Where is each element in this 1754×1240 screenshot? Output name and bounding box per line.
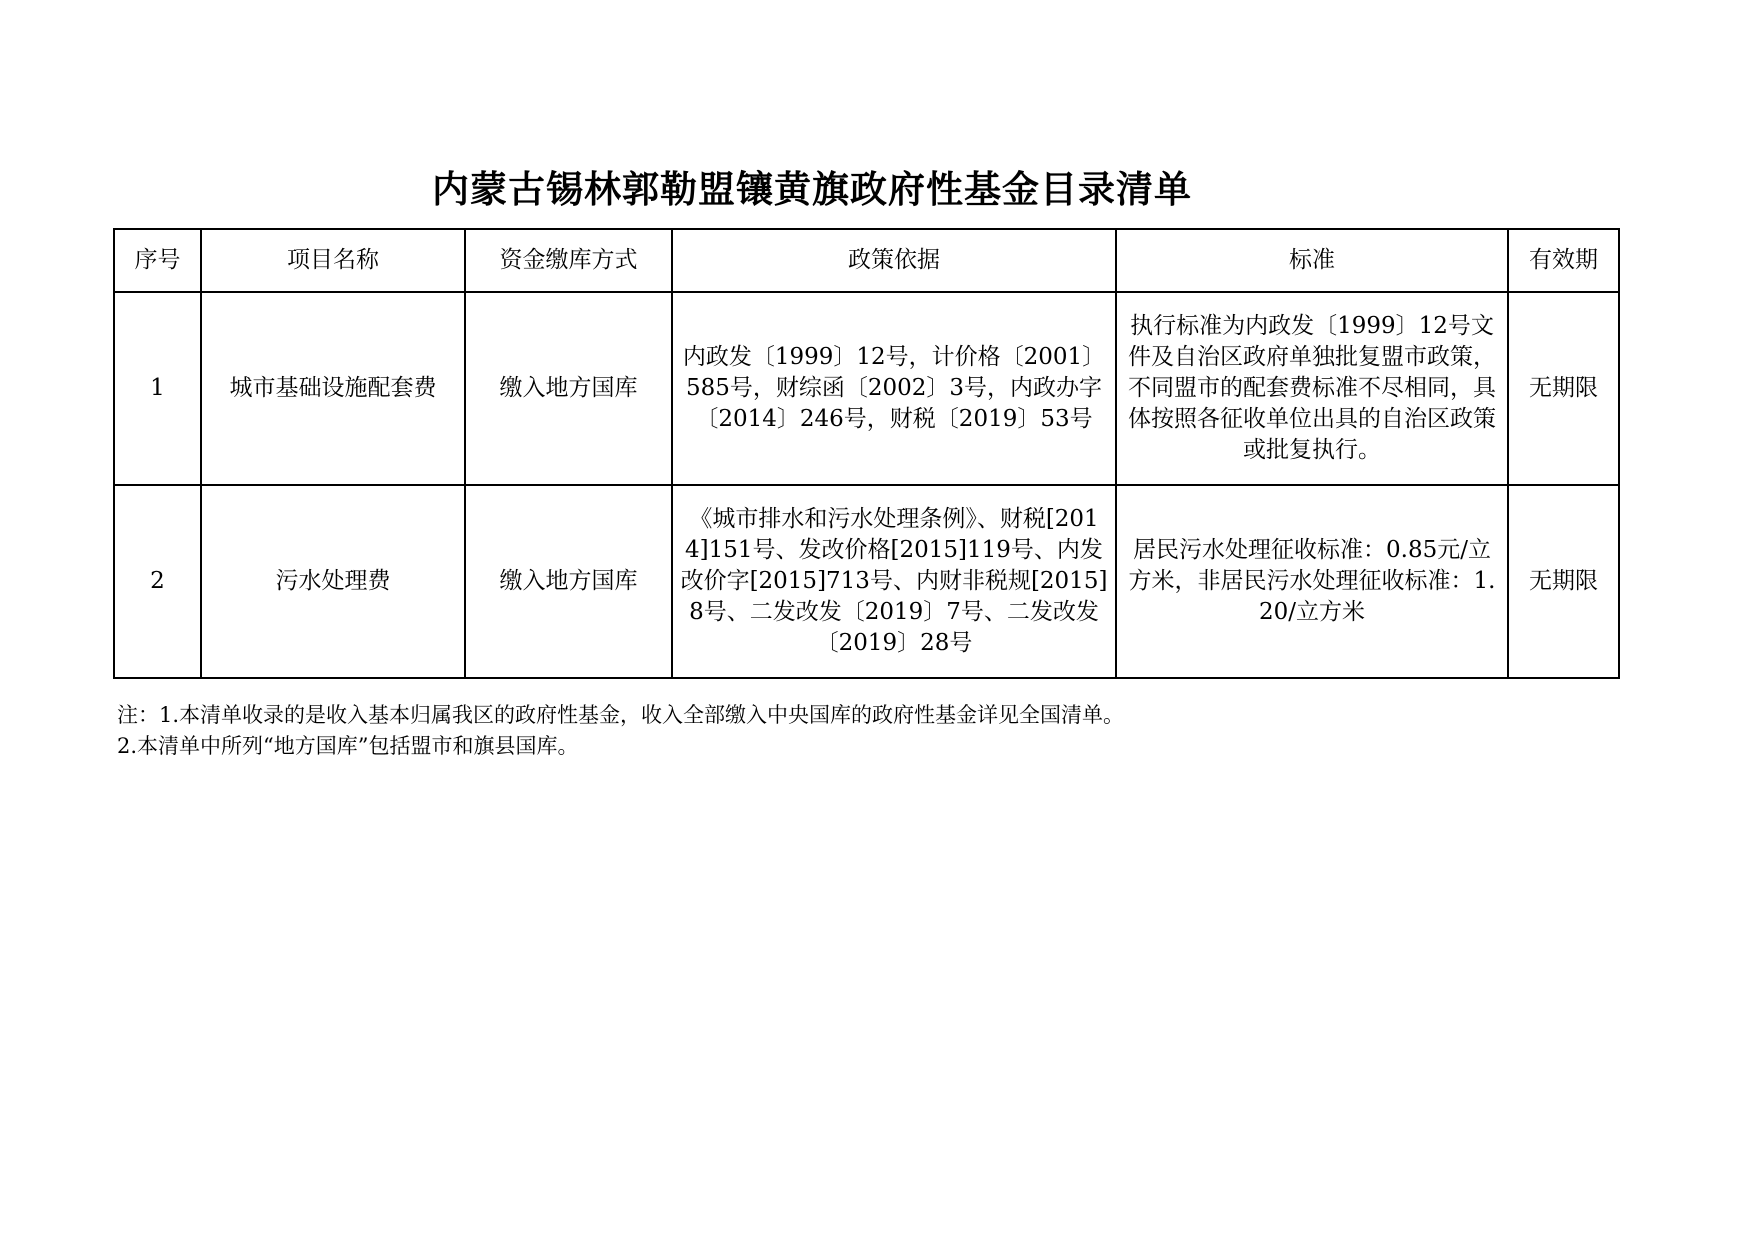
cell-policy-basis: 《城市排水和污水处理条例》、财税[2014]151号、发改价格[2015]119号、内发改价字[2015]713号、内财非税规[2015]8号、二发改发〔2019〕7号、二发改发〔2019〕28号 [672,485,1116,678]
cell-validity: 无期限 [1508,292,1619,485]
cell-standard: 居民污水处理征收标准：0.85元/立方米，非居民污水处理征收标准：1.20/立方米 [1116,485,1508,678]
cell-index: 1 [114,292,201,485]
cell-index: 2 [114,485,201,678]
table-row [114,292,1619,485]
table-row [114,485,1619,678]
document-title: 内蒙古锡林郭勒盟镶黄旗政府性基金目录清单 [432,168,1192,211]
notes-section [117,700,1124,762]
cell-payment-method: 缴入地方国库 [465,485,672,678]
header-validity: 有效期 [1508,229,1619,292]
cell-policy-basis: 内政发〔1999〕12号，计价格〔2001〕585号，财综函〔2002〕3号，内政办字〔2014〕246号，财税〔2019〕53号 [672,292,1116,485]
header-policy-basis: 政策依据 [672,229,1116,292]
note-line-1: 注：1.本清单收录的是收入基本归属我区的政府性基金，收入全部缴入中央国库的政府性基金详见全国清单。 [117,703,1125,727]
cell-project-name: 城市基础设施配套费 [201,292,465,485]
header-index: 序号 [114,229,201,292]
header-payment-method: 资金缴库方式 [465,229,672,292]
cell-payment-method: 缴入地方国库 [465,292,672,485]
note-line-2: 2.本清单中所列“地方国库”包括盟市和旗县国库。 [117,734,579,758]
cell-project-name: 污水处理费 [201,485,465,678]
cell-standard: 执行标准为内政发〔1999〕12号文件及自治区政府单独批复盟市政策，不同盟市的配套费标准不尽相同，具体按照各征收单位出具的自治区政策或批复执行。 [1116,292,1508,485]
cell-validity: 无期限 [1508,485,1619,678]
fund-list-table [113,228,1620,679]
header-project-name: 项目名称 [201,229,465,292]
header-standard: 标准 [1116,229,1508,292]
table-header-row [114,229,1619,292]
